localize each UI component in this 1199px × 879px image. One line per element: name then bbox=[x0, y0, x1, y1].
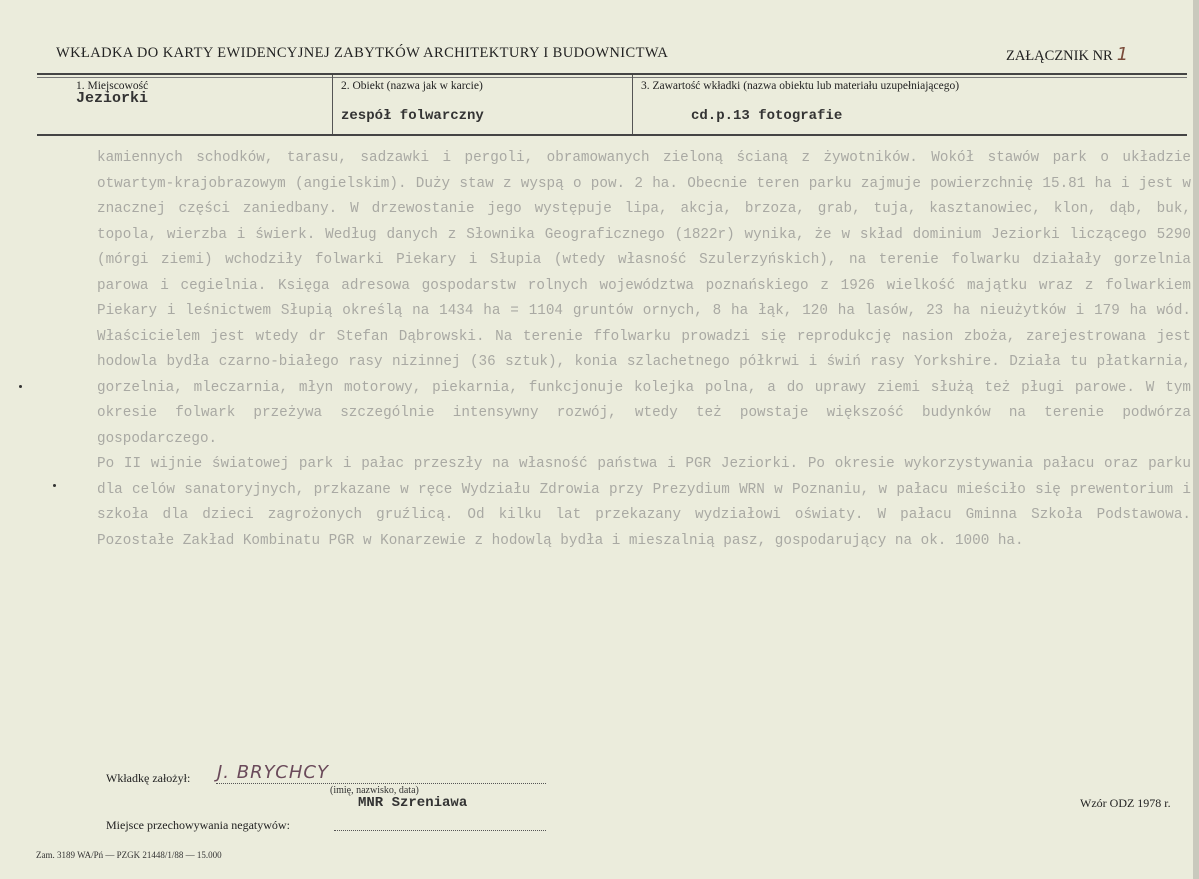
form-title: WKŁADKA DO KARTY EWIDENCYJNEJ ZABYTKÓW ARCHITEKTURY I BUDOWNICTWA bbox=[56, 45, 669, 61]
column-divider-1 bbox=[332, 75, 333, 135]
negatives-location-line bbox=[334, 830, 546, 831]
typed-description bbox=[97, 146, 1191, 554]
locality-value: Jeziorki bbox=[76, 90, 149, 107]
attachment-handwritten-number: 1 bbox=[1116, 44, 1129, 65]
created-by-line bbox=[216, 783, 546, 784]
attachment-number bbox=[1006, 44, 1128, 65]
locality-label: 1. Miejscowość bbox=[76, 80, 149, 92]
institution-stamp: MNR Szreniawa bbox=[358, 795, 468, 811]
object-label: 2. Obiekt (nazwa jak w karcie) bbox=[341, 80, 483, 92]
contents-label: 3. Zawartość wkładki (nazwa obiektu lub materiału uzupełniającego) bbox=[641, 80, 960, 92]
header-rule-top-thin bbox=[37, 77, 1187, 78]
created-by-hint: (imię, nazwisko, data) bbox=[330, 785, 419, 796]
margin-dot bbox=[53, 484, 56, 487]
template-version: Wzór ODZ 1978 r. bbox=[1080, 796, 1171, 810]
created-by-signature: J. BRYCHCY bbox=[217, 762, 329, 783]
description-paragraph-1: kamiennych schodków, tarasu, sadzawki i pergoli, obramowanych zieloną ścianą z żywotników. Wokół stawów park o układzie otwartym-krajobrazowym (angielskim). Duży staw z wyspą o pow. 2 ha. Obecnie teren parku zajmuje powierzchnię 15.81 ha i jest w znacznej części zaniedbany. W drzewostanie jego występuje lipa, akcja, brzoza, grab, tuja, kasztanowiec, klon, dąb, buk, topola, wierzba i świerk. Według danych z Słownika Geograficznego (1822r) wynika, że w skład dominium Jeziorki liczącego 5290 (mórgi ziemi) wchodziły folwarki Piekary i Słupia (wtedy własność Szulerzyńskich), na terenie folwarku działały gorzelnia parowa i cegielnia. Księga adresowa gospodarstw rolnych województwa poznańskiego z 1926 wielkość majątku wraz z folwarkiem Piekary i leśnictwem Słupią określą na 1434 ha = 1104 gruntów ornych, 8 ha łąk, 120 ha lasów, 23 ha nieużytków i 179 ha wód. Właścicielem jest wtedy dr Stefan Dąbrowski. Na terenie ffolwarku prowadzi się reprodukcję nasion zboża, zarejestrowana jest hodowla bydła czarno-białego rasy nizinnej (36 sztuk), konia szlachetnego półkrwi i świń rasy Yorkshire. Działa tu płatkarnia, gorzelnia, mleczarnia, młyn motorowy, piekarnia, funkcjonuje kolejka polna, a do uprawy ziemi służą też pługi parowe. W tym okresie folwark przeżywa szczególnie intensywny rozwój, wtedy też powstaje większość budynków na terenie podwórza gospodarczego. bbox=[97, 150, 1191, 447]
description-paragraph-2: Po II wijnie światowej park i pałac przeszły na własność państwa i PGR Jeziorki. Po okresie wykorzystywania pałacu oraz parku dla celów sanatoryjnych, przkazane w ręce Wydziału Zdrowia przy Prezydium WRN w Poznaniu, w pałacu mieściło się prewentorium i szkoła dla dzieci zagrożonych gruźlicą. Od kilku lat przekazany wydziałowi oświaty. W pałacu Gminna Szkoła Podstawowa. Pozostałe Zakład Kombinatu PGR w Konarzewie z hodowlą bydła i mieszalnią pasz, gospodarujący na ok. 1000 ha. bbox=[97, 456, 1191, 549]
margin-dot bbox=[19, 385, 22, 388]
page-edge bbox=[1193, 0, 1199, 879]
negatives-location-label: Miejsce przechowywania negatywów: bbox=[106, 818, 290, 832]
column-divider-2 bbox=[632, 75, 633, 135]
created-by-label: Wkładkę założył: bbox=[106, 771, 191, 785]
object-value: zespół folwarczny bbox=[341, 108, 484, 124]
contents-value: cd.p.13 fotografie bbox=[691, 108, 843, 124]
header-rule-bottom bbox=[37, 134, 1187, 136]
attachment-label: ZAŁĄCZNIK NR bbox=[1006, 48, 1113, 64]
print-info: Zam. 3189 WA/Pń — PZGK 21448/1/88 — 15.000 bbox=[36, 850, 222, 860]
header-rule-top bbox=[37, 73, 1187, 75]
